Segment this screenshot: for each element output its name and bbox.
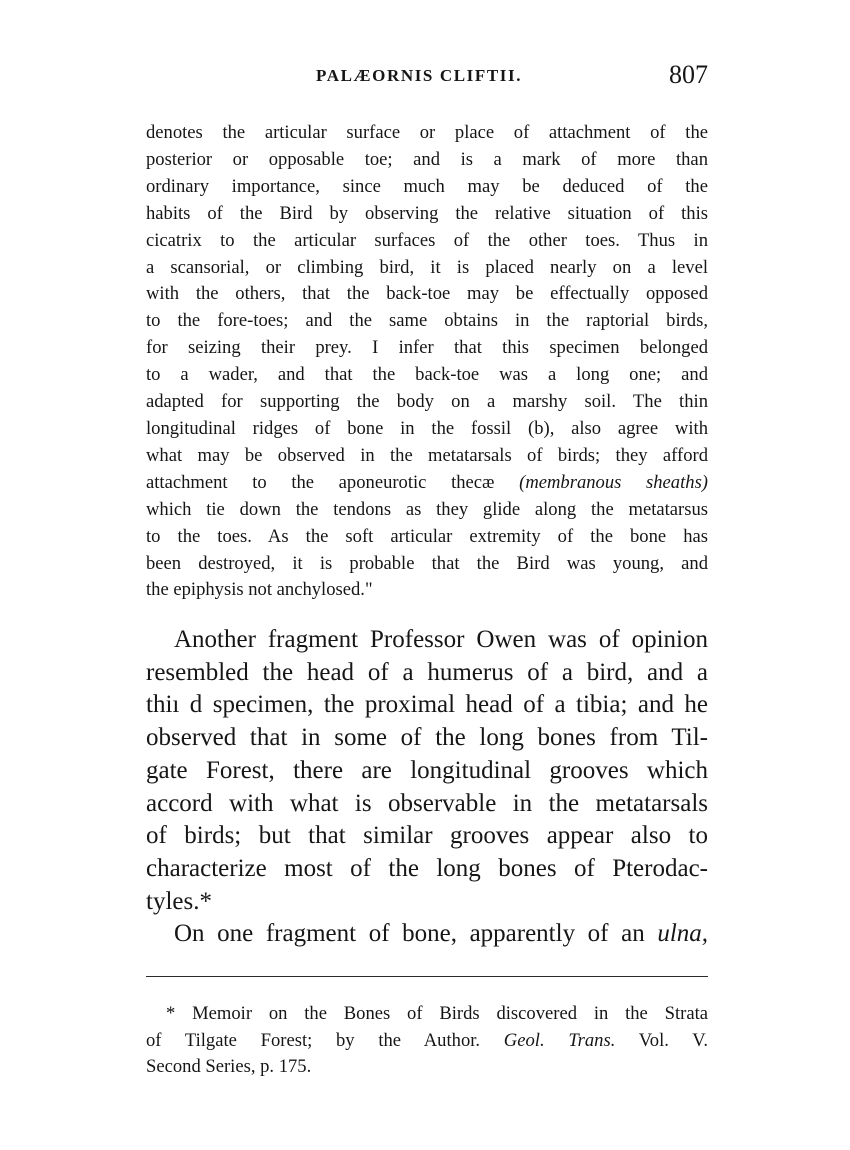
text-line: ordinary importance, since much may be deduced of the [146, 175, 708, 197]
text-line [146, 918, 708, 951]
text-line: posterior or opposable toe; and is a mark of more than [146, 148, 708, 170]
footnote-line: Second Series, p. 175. [146, 1056, 312, 1077]
text-line: with the others, that the back-toe may be effectually opposed [146, 283, 708, 305]
text-line: accord with what is observable in the metatarsals [146, 789, 708, 817]
text-line: habits of the Bird by observing the relative situation of this [146, 202, 708, 224]
italic-citation: Geol. Trans. [503, 1029, 616, 1051]
text-line: tyles.* [146, 887, 212, 915]
text-line: to the toes. As the soft articular extremity of the bone has [146, 525, 708, 547]
text-line: a scansorial, or climbing bird, it is placed nearly on a level [146, 256, 708, 278]
text-line: cicatrix to the articular surfaces of the other toes. Thus in [146, 229, 708, 251]
footnote-line [146, 1028, 708, 1055]
text-segment: On one fragment of bone, apparently of an [174, 920, 645, 947]
footnote-line: * Memoir on the Bones of Birds discovered in the Strata [166, 1003, 708, 1024]
text-line: longitudinal ridges of bone in the fossil (b), also agree with [146, 417, 708, 439]
body-paragraph-2 [146, 918, 708, 951]
text-line: of birds; but that similar grooves appear also to [146, 822, 708, 850]
footnote [146, 1001, 708, 1081]
text-line: denotes the articular surface or place of attachment of the [146, 122, 708, 143]
text-segment: Vol. V. [638, 1029, 708, 1051]
text-line: observed that in some of the long bones from Til- [146, 724, 708, 752]
text-line: for seizing their prey. I infer that this specimen belonged [146, 337, 708, 359]
text-line: characterize most of the long bones of Pterodac- [146, 854, 708, 882]
text-line: resembled the head of a humerus of a bird, and a [146, 658, 708, 686]
italic-phrase: (membranous sheaths) [519, 471, 708, 493]
footnote-divider [146, 976, 708, 977]
text-line: thiı d specimen, the proximal head of a tibia; and he [146, 691, 708, 719]
body-paragraph [146, 624, 708, 918]
text-line: which tie down the tendons as they glide along the metatarsus [146, 498, 708, 520]
text-line: Another fragment Professor Owen was of opinion [174, 626, 708, 653]
italic-word: ulna, [657, 920, 709, 947]
text-line: to a wader, and that the back-toe was a long one; and [146, 364, 708, 386]
text-line: to the fore-toes; and the same obtains in the raptorial birds, [146, 310, 708, 332]
text-segment: of Tilgate Forest; by the Author. [146, 1029, 481, 1051]
text-line: been destroyed, it is probable that the Bird was young, and [146, 552, 708, 574]
text-line [146, 470, 708, 497]
text-line: what may be observed in the metatarsals of birds; they afford [146, 444, 708, 466]
running-title: PALÆORNIS CLIFTII. [316, 66, 523, 85]
text-line: the epiphysis not anchylosed." [146, 579, 373, 601]
text-segment: attachment to the aponeurotic thecæ [146, 471, 495, 493]
text-line: gate Forest, there are longitudinal grooves which [146, 756, 708, 784]
page-number: 807 [669, 60, 708, 89]
page-header [146, 62, 708, 94]
text-line: adapted for supporting the body on a marshy soil. The thin [146, 391, 708, 413]
quoted-paragraph [146, 120, 708, 604]
